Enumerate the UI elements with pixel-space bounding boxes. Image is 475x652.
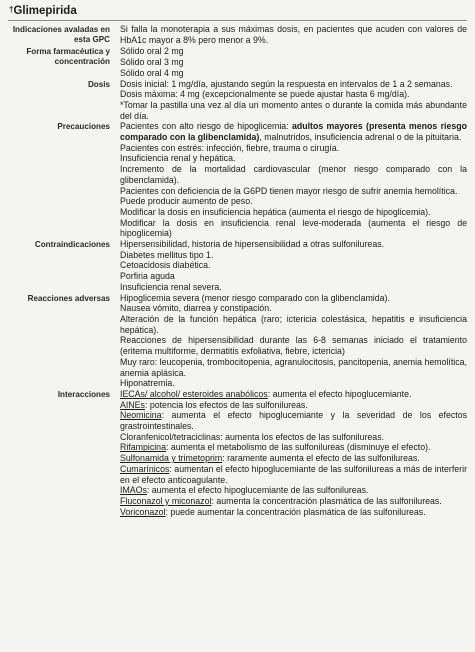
label-text: Reacciones adversas	[27, 293, 110, 303]
text-line: Sólido oral 3 mg	[120, 57, 184, 68]
label-text: Forma farmacéutica y concentración	[26, 47, 110, 67]
label-text: Interacciones	[57, 389, 110, 399]
text-line: Reacciones de hipersensibilidad durante las 6-8 semanas iniciado el tratamiento (eritema multiforme, dermatitis exfoliativa, fiebre, ictericia)	[120, 335, 467, 357]
interaction-text: : aumenta el efecto hipoglucemiante de las sulfonilureas.	[146, 485, 369, 496]
text-fragment: Pacientes con alto riesgo de hipoglicemia:	[120, 121, 292, 132]
label-interacciones	[8, 389, 110, 517]
label-dosis	[8, 79, 110, 122]
interaction-item	[120, 400, 467, 411]
row-reacciones	[8, 293, 467, 389]
text-line: Pacientes con deficiencia de la G6PD tienen mayor riesgo de sufrir anemia hemolítica.	[120, 185, 458, 196]
label-reacciones	[8, 293, 110, 389]
text-line: Hiponatremia.	[120, 378, 175, 389]
interaction-text: : aumenta el efecto hipoglucemiante.	[267, 388, 412, 399]
content-indicaciones	[120, 24, 467, 45]
label-text: Dosis	[87, 79, 110, 89]
text-line: Sólido oral 4 mg	[120, 67, 184, 78]
drug-name: Glimepirida	[13, 5, 77, 17]
interaction-term: AINEs	[120, 399, 145, 410]
row-interacciones	[8, 389, 467, 517]
label-text: Indicaciones avaladas en esta GPC	[12, 25, 110, 44]
interaction-term: Voriconazol	[120, 506, 166, 517]
text-line: Si falla la monoterapia a sus máximas dosis, en pacientes que acuden con valores de HbA1c mayor a 8% pero menor a 9%.	[120, 24, 467, 45]
interaction-item	[120, 464, 467, 485]
text-line: Nausea vómito, diarrea y constipación.	[120, 303, 272, 314]
interaction-term: Rifampicina	[120, 442, 166, 453]
text-line: Porfiria aguda	[120, 271, 175, 282]
row-forma	[8, 46, 467, 78]
text-line: Hipoglicemia severa (menor riesgo comparado con la glibenclamida).	[120, 292, 390, 303]
row-indicaciones	[8, 24, 467, 45]
label-precauciones	[8, 121, 110, 239]
content-precauciones	[120, 121, 467, 239]
drug-title	[9, 4, 467, 18]
content-dosis	[120, 79, 467, 122]
bold-fragment: adultos mayores (presenta menos riesgo comparado con la glibenclamida)	[120, 121, 467, 143]
text-line: Sólido oral 2 mg	[120, 46, 184, 57]
text-line: Muy raro: leucopenia, trombocitopenia, agranulocitosis, pancitopenia, anemia hemolítica, anemia aplásica.	[120, 356, 467, 378]
interaction-item	[120, 485, 467, 496]
interaction-item	[120, 442, 467, 453]
text-line: Pacientes con estrés: infección, fiebre, trauma o cirugía.	[120, 142, 340, 153]
interaction-term: IECAs/ alcohol/ esteroides anabólicos	[120, 388, 268, 399]
interaction-text: : aumentan el efecto hipoglucemiante de las sulfonilureas a más de interferir en el efecto anticoagulante.	[120, 463, 467, 485]
text-line: Hipersensibilidad, historia de hipersensibilidad a otras sulfonilureas.	[120, 239, 385, 250]
interaction-item	[120, 389, 467, 400]
text-line: Puede producir aumento de peso.	[120, 196, 253, 207]
text-line: Incremento de la mortalidad cardiovascular (menor riesgo comparado con la glibenclamida).	[120, 164, 467, 185]
text-line	[120, 121, 467, 142]
label-indicaciones	[8, 24, 110, 45]
interaction-text: : potencia los efectos de las sulfonilureas.	[144, 399, 308, 410]
row-dosis	[8, 79, 467, 122]
interaction-text: Cloranfenicol/tetraciclinas: aumenta los efectos de las sulfonilureas.	[120, 431, 385, 442]
interaction-item	[120, 453, 467, 464]
content-forma	[120, 46, 467, 78]
interaction-term: Sulfonamida y trimetoprim	[120, 453, 223, 464]
text-line: Dosis inicial: 1 mg/día, ajustando según la respuesta en intervalos de 1 a 2 semanas.	[120, 78, 453, 89]
interaction-term: Neomicina	[120, 410, 162, 421]
label-contraindicaciones	[8, 239, 110, 293]
interaction-text: : aumenta la concentración plasmática de las sulfonilureas.	[211, 495, 442, 506]
content-contraindicaciones	[120, 239, 467, 293]
label-forma	[8, 46, 110, 78]
interaction-text: : aumenta el metabolismo de las sulfonilureas (disminuye el efecto).	[165, 442, 431, 453]
row-contraindicaciones	[8, 239, 467, 293]
interaction-item	[120, 507, 467, 518]
interaction-text: : puede aumentar la concentración plasmática de las sulfonilureas.	[165, 506, 426, 517]
text-line: Alteración de la función hepática (raro; ictericia colestásica, hepatitis e insuficiencia hepática).	[120, 313, 467, 335]
text-line: Modificar la dosis en insuficiencia hepática (aumenta el riesgo de hipoglicemia).	[120, 206, 431, 217]
text-line: Dosis máxima: 4 mg (excepcionalmente se puede ajustar hasta 6 mg/día).	[120, 89, 410, 100]
text-line: *Tomar la pastilla una vez al día un momento antes o durante la comida más abundante del día.	[120, 99, 467, 121]
interaction-text: : aumenta el efecto hipoglucemiante y la severidad de los efectos grastrointestinales.	[120, 410, 467, 432]
content-reacciones	[120, 293, 467, 389]
title-rule	[8, 20, 467, 21]
text-line: Insuficiencia renal severa.	[120, 281, 222, 292]
interaction-item	[120, 410, 467, 431]
text-line: Modificar la dosis en insuficiencia renal leve-moderada (aumenta el riesgo de hipoglicemia)	[120, 217, 467, 239]
text-line: Diabetes mellitus tipo 1.	[120, 249, 214, 260]
interaction-item	[120, 432, 467, 443]
text-line: Insuficiencia renal y hepática.	[120, 153, 236, 164]
text-line: Cetoacidosis diabética.	[120, 260, 211, 271]
text-fragment: , malnutridos, insuficiencia adrenal o de la pituitaria.	[259, 132, 462, 143]
interaction-term: Fluconazol y miconazol	[120, 495, 212, 506]
label-text: Contraindicaciones	[34, 240, 110, 250]
row-precauciones	[8, 121, 467, 239]
content-interacciones	[120, 389, 467, 517]
interaction-item	[120, 496, 467, 507]
interaction-term: IMAOs	[120, 485, 147, 496]
interaction-term: Cumarínicos	[120, 463, 170, 474]
label-text: Precauciones	[57, 122, 110, 132]
dagger-mark: †	[9, 5, 14, 14]
interaction-text: : raramente aumenta el efecto de las sulfonilureas.	[222, 453, 420, 464]
